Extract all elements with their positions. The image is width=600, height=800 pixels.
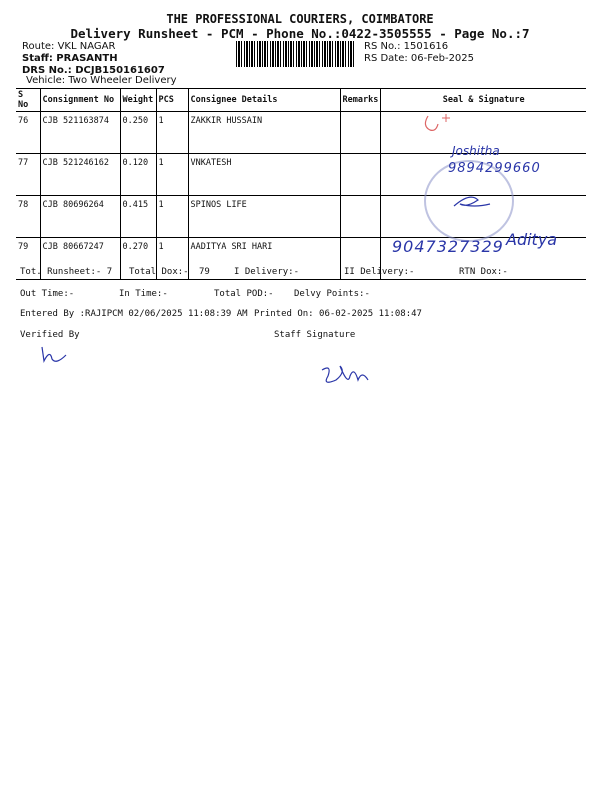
red-ink-mark — [425, 116, 438, 130]
verified-by: Verified By — [20, 330, 80, 340]
stamp-scribble — [450, 190, 500, 220]
staff-signature-label: Staff Signature — [274, 330, 356, 340]
in-time: In Time:- — [119, 289, 168, 299]
printed-on: Printed On: 06-02-2025 11:08:47 — [254, 309, 422, 319]
handwritten-signature: Aditya — [506, 230, 558, 249]
cell-weight: 0.120 — [120, 154, 156, 196]
cell-weight: 0.415 — [120, 196, 156, 238]
cell-consignment: CJB 521246162 — [40, 154, 120, 196]
red-ink-mark-2 — [442, 114, 450, 122]
route: Route: VKL NAGAR — [22, 41, 116, 52]
ii-delivery: II Delivery:- — [344, 267, 415, 277]
col-weight: Weight — [120, 89, 156, 112]
entered-by: Entered By :RAJIPCM 02/06/2025 11:08:39 AM — [20, 309, 248, 319]
cell-consignee: ZAKKIR HUSSAIN — [188, 112, 340, 154]
cell-pcs: 1 — [156, 112, 188, 154]
cell-weight: 0.270 — [120, 238, 156, 280]
cell-sno: 77 — [16, 154, 40, 196]
cell-sno: 76 — [16, 112, 40, 154]
col-sno: S No — [16, 89, 40, 112]
cell-consignee: AADITYA SRI HARI — [188, 238, 340, 280]
cell-pcs: 1 — [156, 154, 188, 196]
rtn-dox: RTN Dox:- — [459, 267, 508, 277]
col-consignee: Consignee Details — [188, 89, 340, 112]
cell-weight: 0.250 — [120, 112, 156, 154]
cell-consignee: VNKATESH — [188, 154, 340, 196]
total-dox-label: Total Dox:- — [129, 267, 189, 277]
handwritten-phone: 9894299660 — [448, 161, 541, 176]
cell-consignment: CJB 80667247 — [40, 238, 120, 280]
cell-sno: 79 — [16, 238, 40, 280]
delvy-points: Delvy Points:- — [294, 289, 370, 299]
drs-number: DRS No.: DCJB150161607 — [22, 65, 165, 76]
cell-consignment: CJB 80696264 — [40, 196, 120, 238]
col-seal: Seal & Signature — [381, 89, 586, 112]
col-remarks: Remarks — [340, 89, 381, 112]
verifier-signature — [36, 343, 72, 367]
cell-pcs: 1 — [156, 196, 188, 238]
rs-date: RS Date: 06-Feb-2025 — [364, 53, 475, 64]
handwritten-name: Joshitha — [452, 144, 500, 158]
rs-number: RS No.: 1501616 — [364, 41, 449, 52]
cell-pcs: 1 — [156, 238, 188, 280]
total-pod: Total POD:- — [214, 289, 274, 299]
cell-remarks — [340, 112, 381, 154]
col-consignment: Consignment No — [40, 89, 120, 112]
tot-runsheet: Tot. Runsheet:- 7 — [20, 267, 113, 277]
barcode — [236, 41, 355, 67]
vehicle: Vehicle: Two Wheeler Delivery — [26, 75, 177, 86]
total-dox-value: 79 — [199, 267, 210, 277]
staff-signature-mark — [316, 360, 376, 396]
cell-remarks — [340, 154, 381, 196]
cell-consignment: CJB 521163874 — [40, 112, 120, 154]
handwritten-phone-2: 9047327329 — [392, 237, 504, 256]
col-pcs: PCS — [156, 89, 188, 112]
cell-consignee: SPINOS LIFE — [188, 196, 340, 238]
document-title: THE PROFESSIONAL COURIERS, COIMBATORE — [166, 12, 434, 26]
cell-remarks — [340, 196, 381, 238]
cell-sno: 78 — [16, 196, 40, 238]
i-delivery: I Delivery:- — [234, 267, 300, 277]
out-time: Out Time:- — [20, 289, 75, 299]
staff-name: Staff: PRASANTH — [22, 53, 118, 64]
document-subtitle: Delivery Runsheet - PCM - Phone No.:0422-3505555 - Page No.:7 — [70, 26, 530, 41]
